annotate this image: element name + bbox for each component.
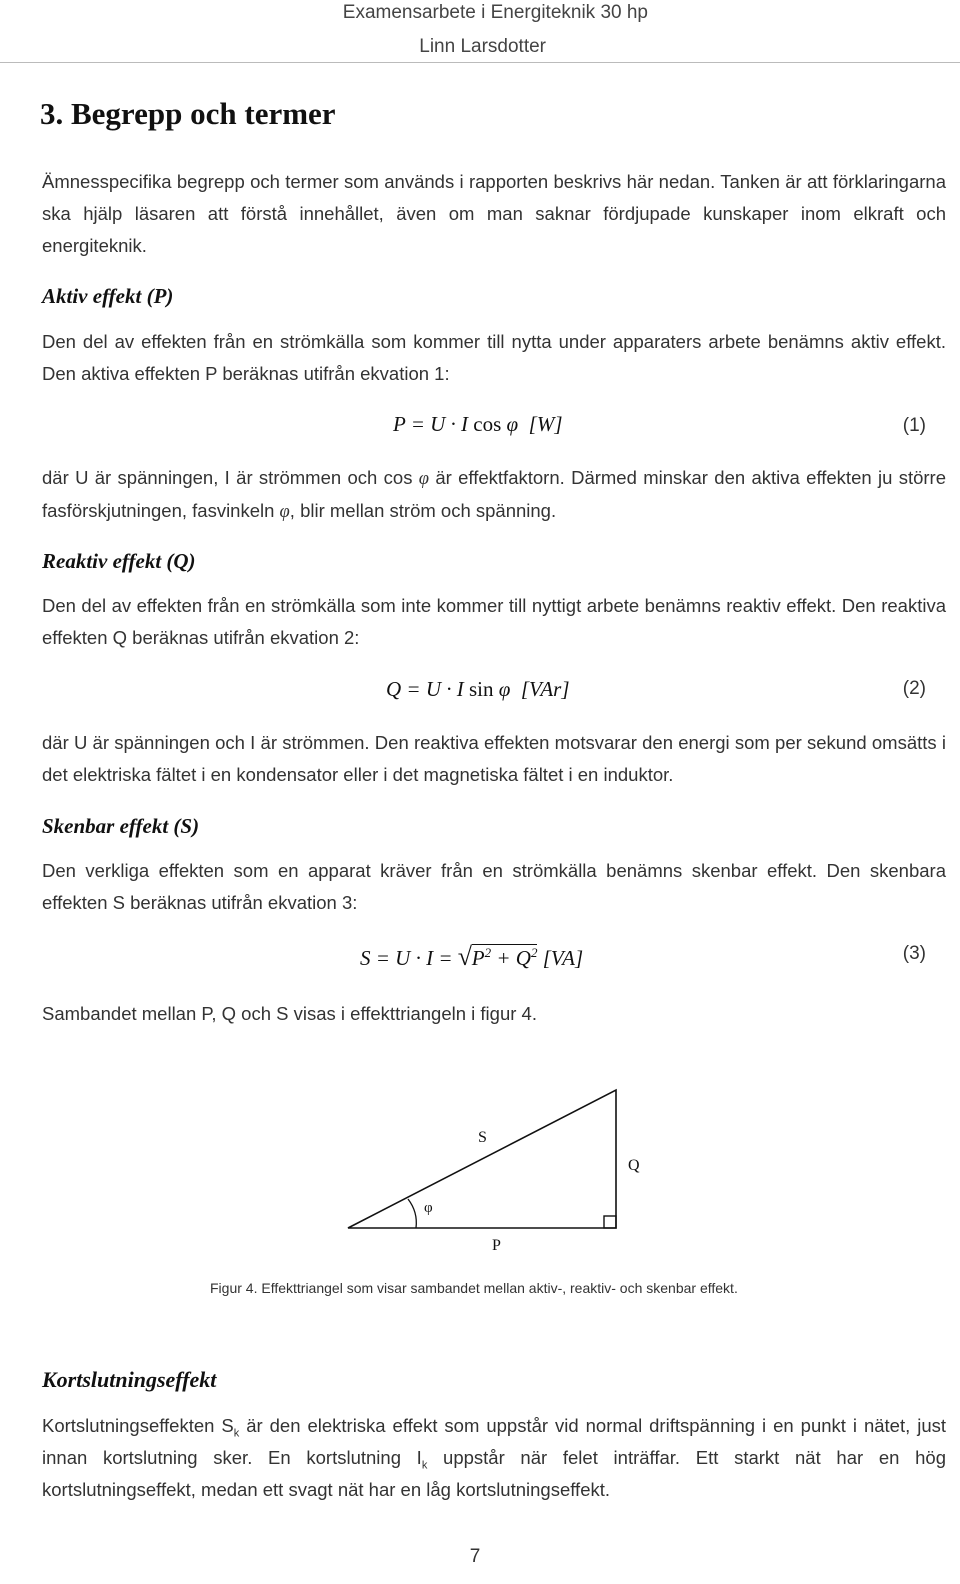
equation-2-number: (2) xyxy=(902,678,926,699)
section-title: 3. Begrepp och termer xyxy=(40,96,336,131)
equation-2: Q = U · I sin φ [VAr] xyxy=(386,677,570,701)
heading-skenbar-effekt: Skenbar effekt (S) xyxy=(42,814,200,838)
skenbar-paragraph: Den verkliga effekten som en apparat kräver från en strömkälla benämns skenbar effekt. Den skenbara effekten S beräknas utifrån ekvation 3: xyxy=(42,860,946,913)
skenbar-paragraph-2: Sambandet mellan P, Q och S visas i effekttriangeln i figur 4. xyxy=(42,1003,537,1024)
figure-caption: Figur 4. Effekttriangel som visar sambandet mellan aktiv-, reaktiv- och skenbar effekt. xyxy=(210,1280,738,1296)
label-p: P xyxy=(492,1237,501,1254)
reaktiv-paragraph: Den del av effekten från en strömkälla som inte kommer till nyttigt arbete benämns reaktiv effekt. Den reaktiva effekten Q beräknas utifrån ekvation 2: xyxy=(42,595,946,648)
triangle-shape xyxy=(348,1090,616,1228)
equation-1: P = U · I cos φ [W] xyxy=(393,412,563,436)
label-phi: φ xyxy=(424,1200,433,1216)
right-angle-marker xyxy=(604,1216,616,1228)
power-triangle-figure xyxy=(340,1078,660,1258)
equation-3-number: (3) xyxy=(902,943,926,964)
header-author: Linn Larsdotter xyxy=(419,36,546,57)
aktiv-paragraph: Den del av effekten från en strömkälla som kommer till nytta under apparaters arbete benämns aktiv effekt. Den aktiva effekten P beräknas utifrån ekvation 1: xyxy=(42,331,946,384)
heading-reaktiv-effekt: Reaktiv effekt (Q) xyxy=(42,549,196,573)
intro-paragraph: Ämnesspecifika begrepp och termer som används i rapporten beskrivs här nedan. Tanken är att förklaringarna ska hjälp läsaren att förstå innehållet, även om man saknar fördjupade kunskaper inom elkraft och energiteknik. xyxy=(42,171,946,256)
aktiv-paragraph-2: där U är spänningen, I är strömmen och cos φ är effektfaktorn. Därmed minskar den aktiva effekten ju större fasförskjutningen, fasvinkeln φ, blir mellan ström och spänning. xyxy=(42,467,946,522)
kort-paragraph: Kortslutningseffekten $S_k$ är den elektriska effekt som uppstår vid normal driftspänning i en punkt i nätet, just innan kortslutning sker. En kortslutning $I_k$ uppstår när felet inträffar. Ett starkt nät har en hög kortslutningseffekt, medan ett svagt nät har en låg kortslutningseffekt. xyxy=(42,1415,947,1500)
header-title: Examensarbete i Energiteknik 30 hp xyxy=(342,2,648,23)
label-q: Q xyxy=(628,1157,640,1174)
page-number: 7 xyxy=(469,1546,481,1567)
reaktiv-paragraph-2: där U är spänningen och I är strömmen. Den reaktiva effekten motsvarar den energi som per sekund omsätts i det elektriska fältet i en kondensator eller i det magnetiska fältet i en induktor. xyxy=(42,732,946,785)
angle-arc xyxy=(408,1199,416,1228)
heading-aktiv-effekt: Aktiv effekt (P) xyxy=(42,284,174,308)
label-s: S xyxy=(478,1129,487,1146)
header-rule xyxy=(0,62,960,63)
heading-kortslutningseffekt: Kortslutningseffekt xyxy=(42,1367,217,1392)
equation-1-number: (1) xyxy=(902,415,926,436)
equation-3: S = U · I = √ $P^2 + Q^2$ [VA] xyxy=(360,942,584,971)
